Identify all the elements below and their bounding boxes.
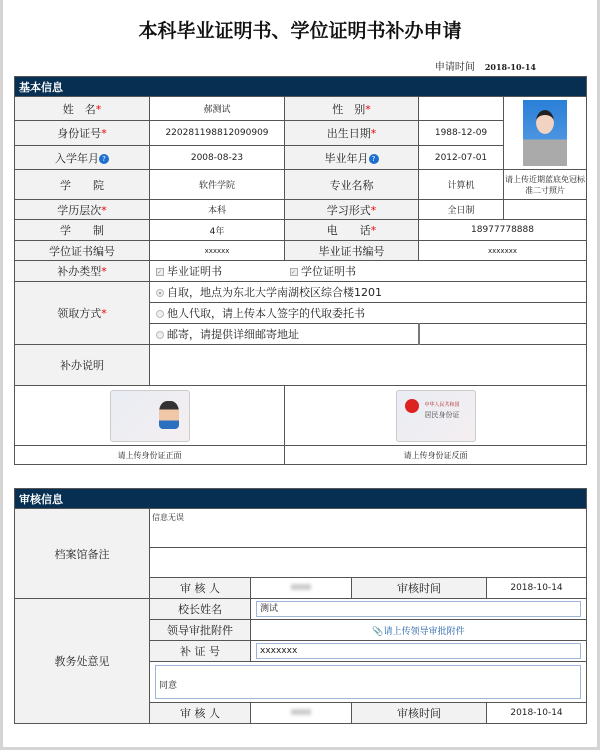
student-photo <box>523 100 567 166</box>
degree-no-label: 学位证书编号 <box>15 241 150 261</box>
empty-cell <box>504 200 587 220</box>
note-value[interactable] <box>150 345 587 386</box>
major-label: 专业名称 <box>285 170 419 200</box>
cert-input[interactable]: xxxxxxx <box>256 643 581 659</box>
graduate-value: 2012-07-01 <box>419 146 504 170</box>
id-front-upload[interactable] <box>15 386 285 446</box>
academic-reviewer-value <box>251 703 352 724</box>
enroll-value: 2008-08-23 <box>150 146 285 170</box>
academic-reviewer-label: 审 核 人 <box>150 703 251 724</box>
major-value: 计算机 <box>419 170 504 200</box>
help-icon[interactable]: ? <box>369 154 379 164</box>
archive-remark-extra <box>150 548 587 578</box>
upload-attachment-link[interactable]: 请上传领导审批附件 <box>383 626 465 637</box>
photo-upload[interactable] <box>504 97 587 170</box>
radio-self-pickup[interactable]: 自取，地点为东北大学南湖校区综合楼1201 <box>150 282 587 303</box>
archive-label: 档案馆备注 <box>15 509 150 599</box>
id-card-front-image <box>110 390 190 442</box>
mail-address-input[interactable] <box>419 324 587 345</box>
degree-no-value: xxxxxx <box>150 241 285 261</box>
attachment-icon: 📎 <box>372 626 384 637</box>
photo-hint: 请上传近期蓝底免冠标准二寸照片 <box>504 170 587 200</box>
id-back-hint: 请上传身份证反面 <box>285 446 587 465</box>
phone-value: 18977778888 <box>419 220 587 241</box>
attach-label: 领导审批附件 <box>150 620 251 641</box>
birth-value: 1988-12-09 <box>419 121 504 146</box>
academic-time-value: 2018-10-14 <box>487 703 587 724</box>
apply-time-label: 申请时间 <box>434 62 475 73</box>
level-value: 本科 <box>150 200 285 220</box>
apply-time-value: 2018-10-14 <box>484 62 536 72</box>
radio-proxy-pickup[interactable]: 他人代取，请上传本人签字的代取委托书 <box>150 303 587 324</box>
duration-value: 4年 <box>150 220 285 241</box>
enroll-label: 入学年月 ? <box>15 146 150 170</box>
study-form-value: 全日制 <box>419 200 504 220</box>
opinion-textarea[interactable]: 同意 <box>155 665 581 699</box>
academic-label: 教务处意见 <box>15 599 150 724</box>
birth-label: 出生日期* <box>285 121 419 146</box>
review-header: 审核信息 <box>15 489 587 509</box>
phone-label: 电 话* <box>285 220 419 241</box>
reissue-type-label: 补办类型* <box>15 261 150 282</box>
page-title: 本科毕业证明书、学位证明书补办申请 <box>138 20 462 42</box>
reissue-type-options <box>150 261 587 282</box>
pickup-label: 领取方式* <box>15 282 150 345</box>
id-label: 身份证号* <box>15 121 150 146</box>
emblem-icon <box>405 399 419 413</box>
archive-time-label: 审核时间 <box>352 578 487 599</box>
id-front-hint: 请上传身份证正面 <box>15 446 285 465</box>
graduate-label: 毕业年月 ? <box>285 146 419 170</box>
radio-mail[interactable]: 邮寄，请提供详细邮寄地址 <box>150 324 419 345</box>
archive-reviewer-value <box>251 578 352 599</box>
duration-label: 学 制 <box>15 220 150 241</box>
cert-label: 补 证 号 <box>150 641 251 662</box>
level-label: 学历层次* <box>15 200 150 220</box>
name-label: 姓 名* <box>15 97 150 121</box>
archive-remark: 信息无误 <box>150 509 587 548</box>
college-label: 学 院 <box>15 170 150 200</box>
study-form-label: 学习形式* <box>285 200 419 220</box>
gender-label: 性 别* <box>285 97 419 121</box>
id-value: 220281198812090909 <box>150 121 285 146</box>
review-table <box>14 488 587 724</box>
basic-info-table <box>14 76 587 465</box>
id-card-back-image: 中华人民共和国 居民身份证 <box>396 390 476 442</box>
name-value: 郝测试 <box>150 97 285 121</box>
checkbox-degree[interactable]: ✓ 学位证明书 <box>291 265 356 278</box>
gender-value <box>419 97 504 121</box>
help-icon[interactable]: ? <box>99 154 109 164</box>
basic-info-header: 基本信息 <box>15 77 587 97</box>
apply-time <box>435 58 536 73</box>
diploma-no-label: 毕业证书编号 <box>285 241 419 261</box>
archive-reviewer-label: 审 核 人 <box>150 578 251 599</box>
id-back-upload[interactable] <box>285 386 587 446</box>
archive-time-value: 2018-10-14 <box>487 578 587 599</box>
note-label: 补办说明 <box>15 345 150 386</box>
principal-input[interactable]: 测试 <box>256 601 581 617</box>
diploma-no-value: xxxxxxx <box>419 241 587 261</box>
college-value: 软件学院 <box>150 170 285 200</box>
principal-label: 校长姓名 <box>150 599 251 620</box>
academic-time-label: 审核时间 <box>352 703 487 724</box>
checkbox-diploma[interactable]: ✓ 毕业证明书 <box>157 265 222 278</box>
